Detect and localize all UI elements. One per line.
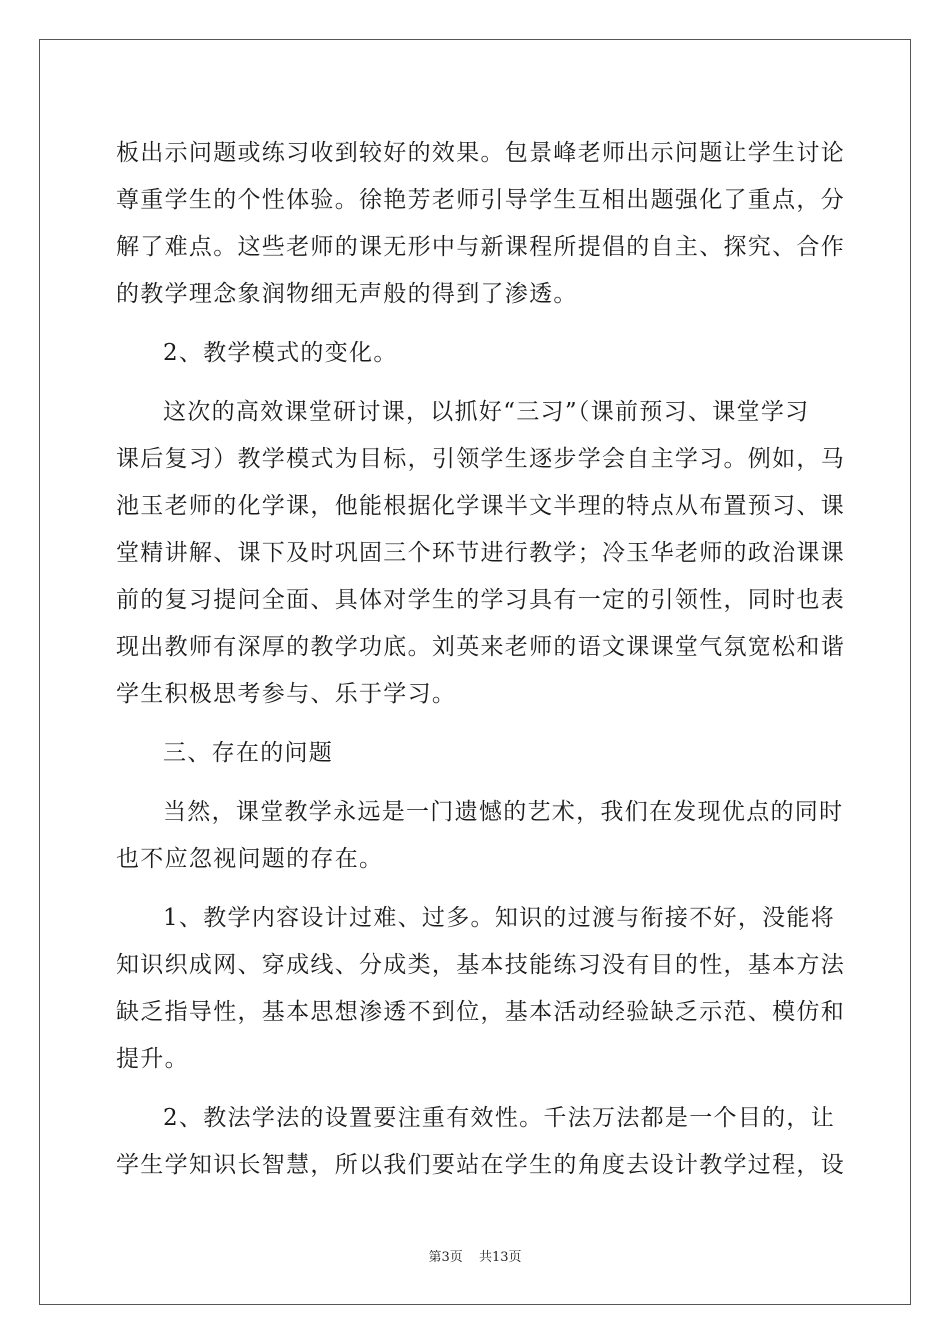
text-line: 尊重学生的个性体验。徐艳芳老师引导学生互相出题强化了重点，分 xyxy=(116,187,845,213)
text-line: 现出教师有深厚的教学功底。刘英来老师的语文课课堂气氛宽松和谐 xyxy=(116,634,845,660)
text-line: 堂精讲解、课下及时巩固三个环节进行教学；冷玉华老师的政治课课 xyxy=(116,540,845,566)
text-line: 当然，课堂教学永远是一门遗憾的艺术，我们在发现优点的同时 xyxy=(163,799,844,825)
document-body xyxy=(116,130,845,1189)
total-pages: 共13页 xyxy=(478,1250,522,1265)
text-line: 缺乏指导性，基本思想渗透不到位，基本活动经验缺乏示范、模仿和 xyxy=(116,999,845,1025)
section-heading: 2、教学模式的变化。 xyxy=(163,340,398,366)
text-line: 前的复习提问全面、具体对学生的学习具有一定的引领性，同时也表 xyxy=(116,587,845,613)
page-number: 第3页 xyxy=(428,1250,463,1265)
section-heading: 三、存在的问题 xyxy=(163,740,334,766)
text-line: 这次的高效课堂研讨课，以抓好“三习”（课前预习、课堂学习 xyxy=(163,399,810,425)
text-line: 知识织成网、穿成线、分成类，基本技能练习没有目的性，基本方法 xyxy=(116,952,845,978)
page-footer xyxy=(0,1246,950,1265)
text-line: 解了难点。这些老师的课无形中与新课程所提倡的自主、探究、合作 xyxy=(116,234,845,260)
text-line: 板出示问题或练习收到较好的效果。包景峰老师出示问题让学生讨论 xyxy=(116,140,845,166)
text-line: 学生学知识长智慧，所以我们要站在学生的角度去设计教学过程，设 xyxy=(116,1152,845,1178)
text-line: 也不应忽视问题的存在。 xyxy=(116,846,384,872)
text-line: 1、教学内容设计过难、过多。知识的过渡与衔接不好，没能将 xyxy=(163,905,836,931)
text-line: 学生积极思考参与、乐于学习。 xyxy=(116,681,457,707)
text-line: 提升。 xyxy=(116,1046,189,1072)
text-line: 的教学理念象润物细无声般的得到了渗透。 xyxy=(116,281,578,307)
text-line: 池玉老师的化学课，他能根据化学课半文半理的特点从布置预习、课 xyxy=(116,493,845,519)
text-line: 课后复习）教学模式为目标，引领学生逐步学会自主学习。例如，马 xyxy=(116,446,845,472)
text-line: 2、教法学法的设置要注重有效性。千法万法都是一个目的，让 xyxy=(163,1105,836,1131)
